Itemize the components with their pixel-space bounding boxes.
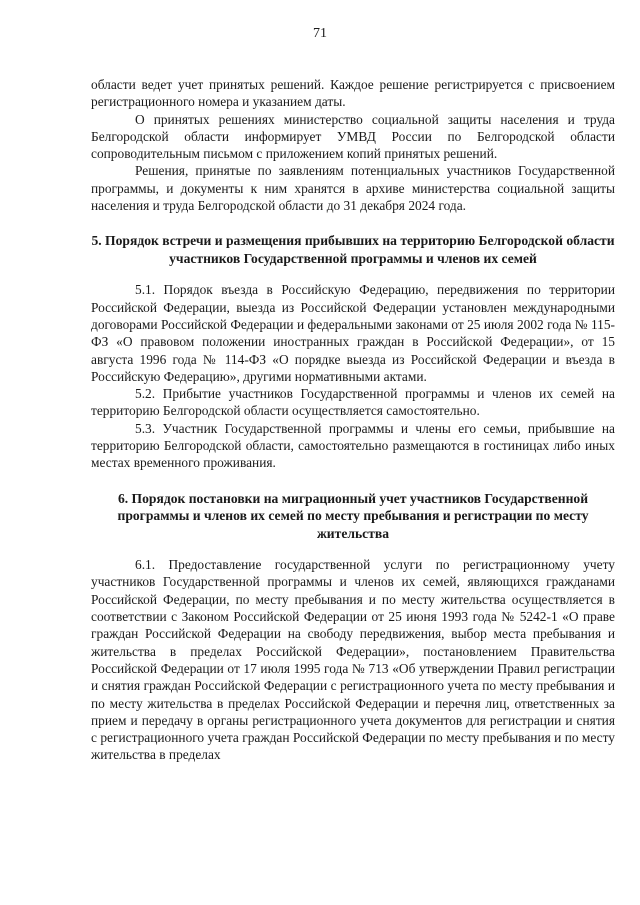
section-6-heading: 6. Порядок постановки на миграционный учет участников Государственной программы и членов их семей по месту пребывания и регистрации по месту жительства <box>117 490 589 541</box>
spacer <box>91 267 615 281</box>
paragraph-decisions-archive: Решения, принятые по заявлениям потенциальных участников Государственной программы, и документы к ним хранятся в архиве министерства социальной защиты населения и труда Белгородской области до 31 декабря 2024 года. <box>91 163 615 214</box>
paragraph-decisions-notification: О принятых решениях министерство социальной защиты населения и труда Белгородской области информирует УМВД России по Белгородской области сопроводительным письмом с приложением копий принятых решений. <box>91 111 615 162</box>
page-number: 71 <box>313 26 327 41</box>
section-5-heading: 5. Порядок встречи и размещения прибывших на территорию Белгородской области участников Государственной программы и членов их семей <box>91 233 615 266</box>
paragraph-decisions-registration: области ведет учет принятых решений. Каждое решение регистрируется с присвоением регистрационного номера и указанием даты. <box>91 77 615 110</box>
paragraph-6-1: 6.1. Предоставление государственной услуги по регистрационному учету участников Государственной программы и членов их семей, являющихся гражданами Российской Федерации, по месту пребывания и по месту жительства осуществляется в соответствии с Законом Российской Федерации от 25 июня 1993 года № 5242-1 «О праве граждан Российской Федерации на свободу передвижения, выбор места пребывания и жительства в пределах Российской Федерации», постановлением Правительства Российской Федерации от 17 июля 1995 года № 713 «Об утверждении Правил регистрации и снятия граждан Российской Федерации с регистрационного учета по месту пребывания и по месту жительства в пределах Российской Федерации и перечня лиц, ответственных за прием и передачу в органы регистрационного учета документов для регистрации и снятия с регистрационного учета граждан Российской Федерации по месту пребывания и по месту жительства в пределах <box>91 557 615 763</box>
spacer <box>91 472 615 490</box>
paragraph-5-2: 5.2. Прибытие участников Государственной программы и членов их семей на территорию Белгородской области осуществляется самостоятельно. <box>91 386 615 419</box>
document-body <box>91 76 615 764</box>
paragraph-5-1: 5.1. Порядок въезда в Российскую Федерацию, передвижения по территории Российской Федерации, выезда из Российской Федерации установлен международными договорами Российской Федерации и федеральными законами от 25 июля 2002 года № 115-ФЗ «О правовом положении иностранных граждан в Российской Федерации», от 15 августа 1996 года № 114-ФЗ «О порядке выезда из Российской Федерации и въезда в Российскую Федерацию», другими нормативными актами. <box>91 282 615 384</box>
paragraph-5-3: 5.3. Участник Государственной программы и члены его семьи, прибывшие на территорию Белгородской области, самостоятельно размещаются в гостиницах либо иных местах временного проживания. <box>91 420 615 471</box>
spacer <box>91 214 615 232</box>
spacer <box>91 542 615 556</box>
